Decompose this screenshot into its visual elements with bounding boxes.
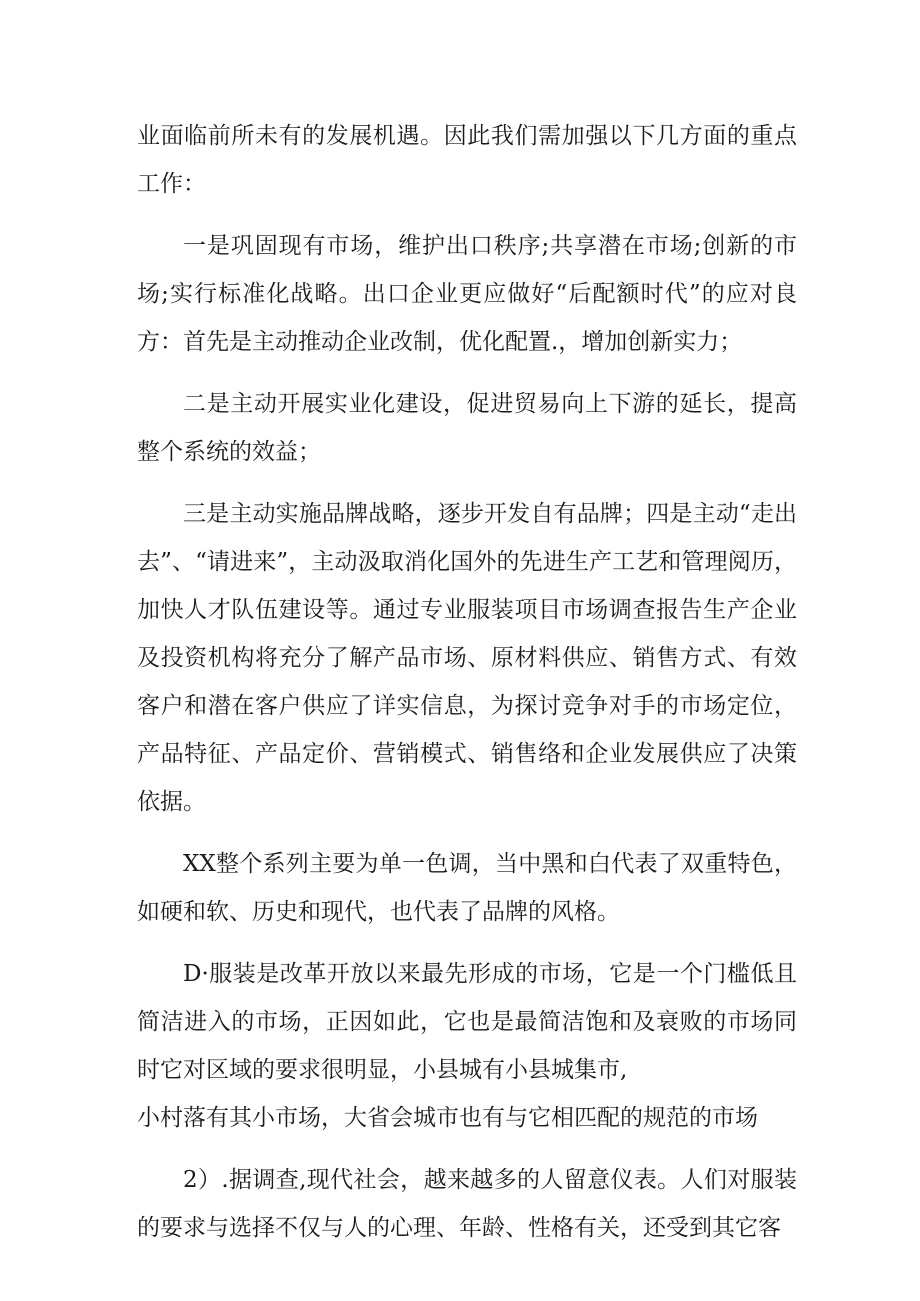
- paragraph-7: 小村落有其小市场，大省会城市也有与它相匹配的规范的市场: [137, 1105, 758, 1131]
- document-body: [137, 112, 797, 1266]
- paragraph-3: 二是主动开展实业化建设，促进贸易向上下游的延长，提高整个系统的效益；: [137, 391, 797, 465]
- paragraph-4: 三是主动实施品牌战略，逐步开发自有品牌；四是主动“走出去”、“请进来”，主动汲取消化国外的先进生产工艺和管理阅历，加快人才队伍建设等。通过专业服装项目市场调查报告生产企业及投资机构将充分了解产品市场、原材料供应、销售方式、有效客户和潜在客户供应了详实信息，为探讨竞争对手的市场定位，产品特征、产品定价、营销模式、销售络和企业发展供应了决策依据。: [137, 501, 797, 815]
- paragraph-1: 业面临前所未有的发展机遇。因此我们需加强以下几方面的重点工作：: [137, 123, 797, 197]
- paragraph-2: 一是巩固现有市场，维护出口秩序;共享潜在市场;创新的市场;实行标准化战略。出口企业更应做好“后配额时代”的应对良方：首先是主动推动企业改制，优化配置.，增加创新实力；: [137, 233, 797, 355]
- paragraph-5: XX整个系列主要为单一色调，当中黑和白代表了双重特色，如硬和软、历史和现代，也代表了品牌的风格。: [137, 851, 797, 925]
- paragraph-8: 2）.据调查,现代社会，越来越多的人留意仪表。人们对服装的要求与选择不仅与人的心理、年龄、性格有关，还受到其它客: [137, 1167, 797, 1241]
- paragraph-6: D·服装是改革开放以来最先形成的市场，它是一个门槛低且简洁进入的市场，正因如此，它也是最简洁饱和及衰败的市场同时它对区域的要求很明显，小县城有小县城集市,: [137, 961, 797, 1083]
